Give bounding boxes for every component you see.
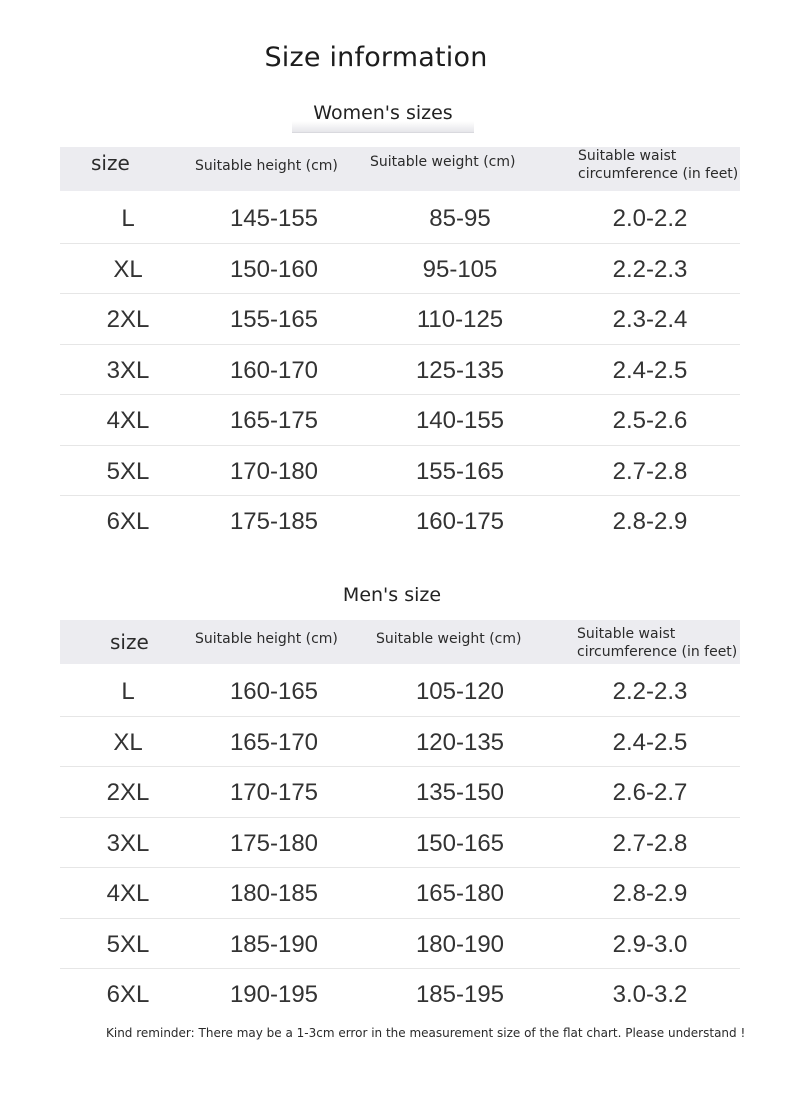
table-row (60, 666, 740, 717)
header-waist (578, 147, 738, 183)
cell-size: L (121, 678, 135, 705)
table-row (60, 969, 740, 1019)
table-row (60, 446, 740, 497)
cell-size: 3XL (106, 356, 150, 384)
cell-size: 5XL (106, 930, 150, 958)
cell-size: 3XL (106, 829, 150, 857)
cell-weight: 135-150 (415, 779, 505, 806)
cell-size: 5XL (106, 457, 150, 485)
cell-height: 150-160 (229, 255, 319, 283)
cell-waist: 2.7-2.8 (612, 457, 688, 485)
header-waist (577, 625, 737, 661)
cell-height: 145-155 (229, 205, 319, 232)
cell-waist: 3.0-3.2 (612, 981, 688, 1008)
cell-height: 160-170 (229, 356, 319, 384)
cell-size: 6XL (106, 508, 150, 535)
women-size-table (60, 147, 740, 546)
cell-weight: 105-120 (415, 678, 505, 705)
header-waist-line1: Suitable waist (578, 148, 677, 164)
cell-height: 170-175 (229, 779, 319, 806)
cell-weight: 150-165 (415, 829, 505, 857)
cell-size: 2XL (106, 306, 150, 333)
table-row (60, 395, 740, 446)
cell-height: 160-165 (229, 678, 319, 705)
cell-waist: 2.2-2.3 (612, 255, 688, 283)
cell-weight: 85-95 (429, 205, 491, 232)
cell-height: 175-185 (229, 508, 319, 535)
women-table-header (60, 147, 740, 191)
cell-height: 175-180 (229, 829, 319, 857)
cell-size: XL (113, 255, 143, 283)
cell-waist: 2.8-2.9 (612, 880, 688, 907)
header-weight: Suitable weight (cm) (370, 154, 516, 170)
header-waist-line1: Suitable waist (577, 626, 676, 642)
cell-weight: 165-180 (415, 880, 505, 907)
cell-weight: 155-165 (415, 457, 505, 485)
cell-height: 180-185 (229, 880, 319, 907)
cell-size: XL (113, 728, 143, 756)
header-height: Suitable height (cm) (195, 158, 338, 174)
cell-weight: 125-135 (415, 356, 505, 384)
men-table-header (60, 620, 740, 664)
table-row (60, 767, 740, 818)
header-height: Suitable height (cm) (195, 631, 338, 647)
table-row (60, 717, 740, 768)
cell-height: 165-170 (229, 728, 319, 756)
cell-waist: 2.4-2.5 (612, 728, 688, 756)
cell-waist: 2.2-2.3 (612, 678, 688, 705)
cell-waist: 2.8-2.9 (612, 508, 688, 535)
cell-height: 190-195 (229, 981, 319, 1008)
cell-waist: 2.6-2.7 (612, 779, 688, 806)
cell-height: 170-180 (229, 457, 319, 485)
table-row (60, 244, 740, 295)
cell-height: 165-175 (229, 407, 319, 434)
men-size-table (60, 620, 740, 1019)
men-section-title: Men's size (342, 584, 442, 606)
cell-waist: 2.5-2.6 (612, 407, 688, 434)
cell-size: 2XL (106, 779, 150, 806)
header-waist-line2: circumference (in feet) (577, 644, 738, 660)
cell-size: 4XL (106, 407, 150, 434)
cell-waist: 2.4-2.5 (612, 356, 688, 384)
header-size: size (110, 630, 149, 654)
header-size: size (91, 151, 130, 175)
header-waist-line2: circumference (in feet) (578, 166, 739, 182)
cell-weight: 185-195 (415, 981, 505, 1008)
cell-weight: 120-135 (415, 728, 505, 756)
table-row (60, 818, 740, 869)
cell-weight: 160-175 (415, 508, 505, 535)
cell-size: 4XL (106, 880, 150, 907)
table-row (60, 919, 740, 970)
cell-waist: 2.3-2.4 (612, 306, 688, 333)
table-row (60, 868, 740, 919)
cell-size: L (121, 205, 135, 232)
cell-weight: 180-190 (415, 930, 505, 958)
cell-waist: 2.0-2.2 (612, 205, 688, 232)
cell-height: 155-165 (229, 306, 319, 333)
cell-weight: 110-125 (416, 306, 504, 333)
cell-waist: 2.7-2.8 (612, 829, 688, 857)
cell-weight: 95-105 (422, 255, 498, 283)
page-title: Size information (264, 42, 488, 73)
table-row (60, 193, 740, 244)
women-section-title: Women's sizes (292, 96, 474, 133)
cell-weight: 140-155 (415, 407, 505, 434)
table-row (60, 345, 740, 396)
cell-waist: 2.9-3.0 (612, 930, 688, 958)
cell-height: 185-190 (229, 930, 319, 958)
measurement-reminder: Kind reminder: There may be a 1-3cm error in the measurement size of the flat chart. Please understand ! (106, 1026, 746, 1040)
table-row (60, 294, 740, 345)
header-weight: Suitable weight (cm) (376, 631, 522, 647)
cell-size: 6XL (106, 981, 150, 1008)
table-row (60, 496, 740, 546)
